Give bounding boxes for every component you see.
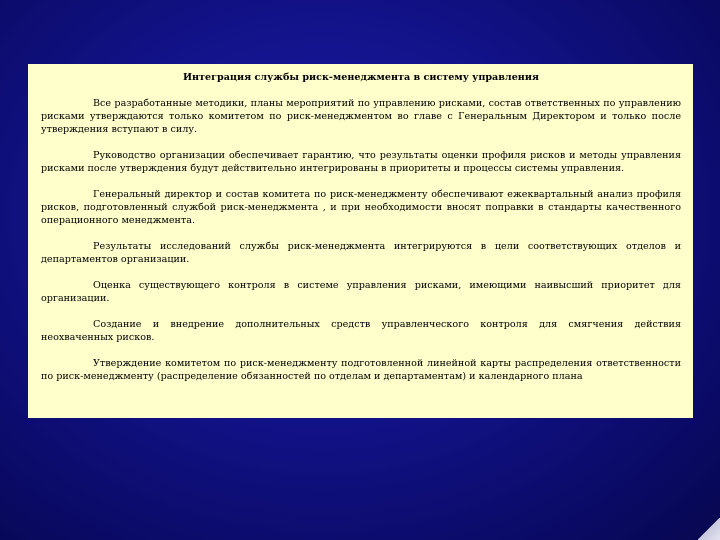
paragraph-management-guarantee: Руководство организации обеспечивает гарантию, что результаты оценки профиля рисков и методы управления рисками после утверждения будут действительно интегрированы в приоритеты и процессы системы управления. [41, 150, 681, 174]
paragraph-responsibility-map: Утверждение комитетом по риск-менеджменту подготовленной линейной карты распределения ответственности по риск-менеджменту (распределение обязанностей по отделам и департаментам) и календарного плана [41, 358, 681, 382]
slide-text-panel [28, 64, 693, 418]
paragraph-additional-controls: Создание и внедрение дополнительных средств управленческого контроля для смягчения действия неохваченных рисков. [41, 319, 681, 343]
paragraph-methods-approval: Все разработанные методики, планы мероприятий по управлению рисками, состав ответственных по управлению рисками утверждаются только комитетом по риск-менеджментом во главе с Генеральным Директором и только после утверждения вступают в силу. [41, 98, 681, 135]
paragraph-research-integration: Результаты исследований службы риск-менеджмента интегрируются в цели соответствующих отделов и департаментов организации. [41, 241, 681, 265]
slide-title: Интеграция службы риск-менеджмента в систему управления [182, 72, 540, 83]
paragraph-quarterly-analysis: Генеральный директор и состав комитета по риск-менеджменту обеспечивают ежеквартальный анализ профиля рисков, подготовленный службой риск-менеджмента , и при необходимости вносят поправки в стандарты качественного операционного менеджмента. [41, 189, 681, 226]
page-curl-decoration [698, 518, 720, 540]
paragraph-control-assessment: Оценка существующего контроля в системе управления рисками, имеющими наивысший приоритет для организации. [41, 280, 681, 304]
